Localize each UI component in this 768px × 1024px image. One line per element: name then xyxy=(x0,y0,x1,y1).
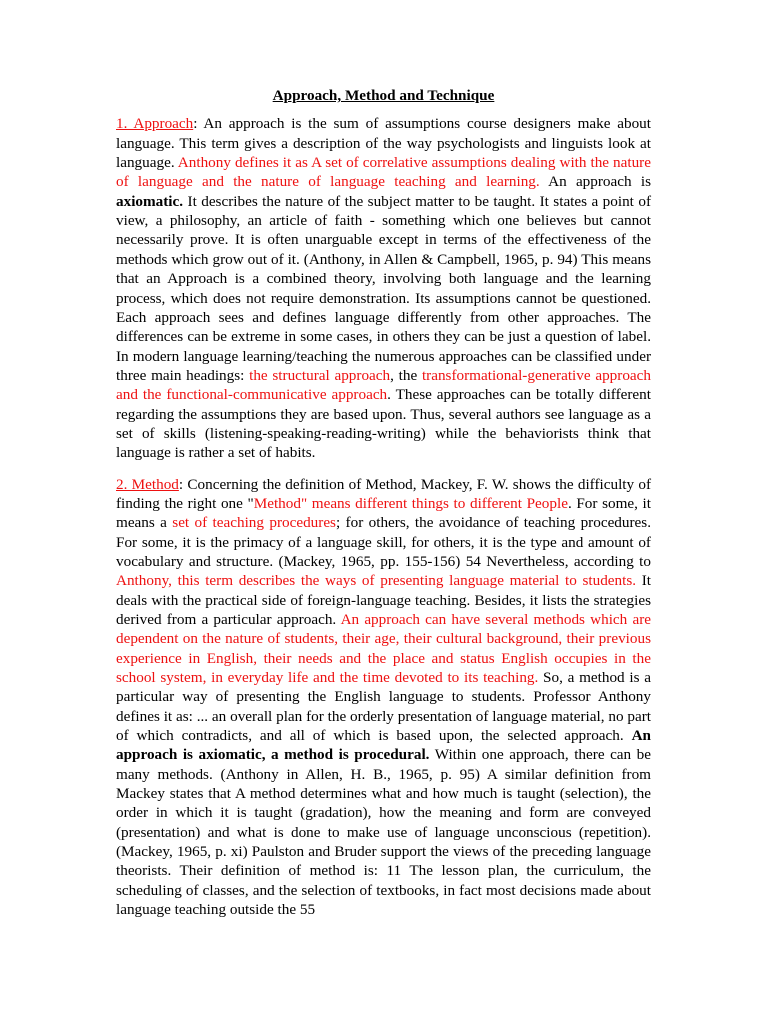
approach-text-2: An approach is xyxy=(539,173,651,191)
method-text-5: So, a method is a particular way of presenting the English language to students. Professor Anthony defines it as: ... an overall plan for the orderly presentation of language material, no part of which contradicts, and all of which is based upon, the selected approach. xyxy=(116,669,651,745)
method-text-4: It deals with the practical side of foreign-language teaching. Besides, it lists the strategies derived from a particular approach. xyxy=(116,572,651,628)
method-highlight-2: set of teaching procedures xyxy=(172,514,336,532)
method-bold-procedural: An approach is axiomatic, a method is procedural. xyxy=(116,727,651,764)
method-paragraph xyxy=(116,475,651,920)
page-title: Approach, Method and Technique xyxy=(272,87,495,104)
method-highlight-3: Anthony, this term describes the ways of presenting language material to students. xyxy=(116,572,637,590)
approach-paragraph xyxy=(116,114,651,462)
method-highlight-1: Method" means different things to different People xyxy=(253,494,568,512)
method-text-2: . For some, it means a xyxy=(116,494,651,532)
approach-text-3: It describes the nature of the subject matter to be taught. It states a point of view, a philosophy, an article of faith - something which one believes but cannot necessarily prove. It is often unarguable except in terms of the effectiveness of the methods which grow out of it. (Anthony, in Allen & Campbell, 1965, p. 94) This means that an Approach is a combined theory, involving both language and the learning process, which does not require demonstration. Its assumptions cannot be questioned. Each approach sees and defines language differently from other approaches. The differences can be extreme in some cases, in others they can be just a question of label. In modern language learning/teaching the numerous approaches can be classified under three main headings: xyxy=(116,192,651,384)
approach-highlight-1: Anthony defines it as A set of correlative assumptions dealing with the nature of language and the nature of language teaching and learning. xyxy=(116,154,651,191)
approach-text-4: , the xyxy=(390,366,422,384)
method-text-3: ; for others, the avoidance of teaching procedures. For some, it is the primacy of a language skill, for others, it is the type and amount of vocabulary and structure. (Mackey, 1965, pp. 155-156) 54 Nevertheless, according to xyxy=(116,514,651,570)
approach-text-5: . These approaches can be totally different regarding the assumptions they are based upon. Thus, several authors see language as a set of skills (listening-speaking-reading-writing) while the behaviorists think that language is rather a set of habits. xyxy=(116,386,651,462)
approach-bold-axiomatic: axiomatic. xyxy=(116,192,184,210)
approach-highlight-3: transformational-generative approach and the functional-communicative approach xyxy=(116,366,651,404)
method-heading: 2. Method xyxy=(116,475,179,493)
approach-heading: 1. Approach xyxy=(116,115,194,133)
approach-highlight-2: the structural approach xyxy=(249,366,391,384)
method-text-6: Within one approach, there can be many methods. (Anthony in Allen, H. B., 1965, p. 95) A similar definition from Mackey states that A method determines what and how much is taught (selection), the order in which it is taught (gradation), how the meaning and form are conveyed (presentation) and what is done to make use of language unconscious (repetition). (Mackey, 1965, p. xi) Paulston and Bruder support the views of the preceding language theorists. Their definition of method is: 11 The lesson plan, the curriculum, the scheduling of classes, and the selection of textbooks, in fact most decisions made about language teaching outside the 55 xyxy=(116,746,651,919)
approach-text-1: : An approach is the sum of assumptions course designers make about language. This term gives a description of the way psychologists and linguists look at language. xyxy=(116,115,651,172)
method-highlight-4: An approach can have several methods which are dependent on the nature of students, their age, their cultural background, their previous experience in English, their needs and the place and status English occupies in the school system, in everyday life and the time devoted to its teaching. xyxy=(116,611,651,687)
method-text-1: : Concerning the definition of Method, Mackey, F. W. shows the difficulty of finding the right one " xyxy=(116,475,652,512)
